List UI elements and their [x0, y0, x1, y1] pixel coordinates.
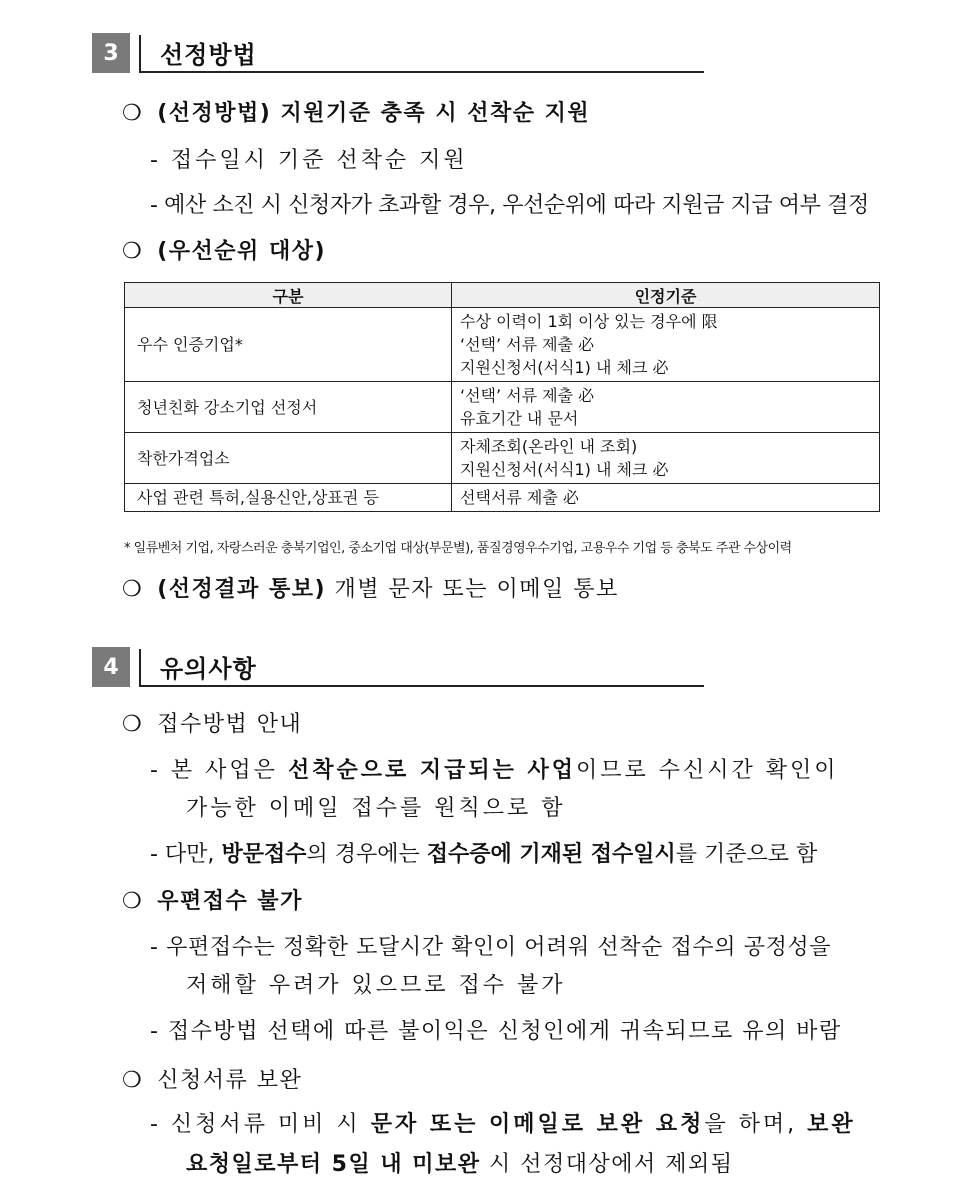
- section-4-header: [92, 647, 704, 687]
- table-row: [125, 308, 880, 382]
- table-cell-category: 청년친화 강소기업 선정서: [125, 382, 452, 433]
- text-part: - 신청서류 미비 시: [150, 1112, 371, 1137]
- section-number: 3: [92, 33, 130, 73]
- sub-item: - 접수일시 기준 선착순 지원: [150, 148, 468, 173]
- sub-item: - 접수방법 선택에 따른 불이익은 신청인에게 귀속되므로 유의 바람: [150, 1019, 842, 1044]
- header-underline: [139, 685, 704, 687]
- criteria-line: ‘선택’ 서류 제출 必: [460, 335, 595, 354]
- text-part: - 본 사업은: [150, 758, 288, 783]
- sub-item-continuation: 가능한 이메일 접수를 원칙으로 함: [186, 796, 566, 821]
- header-divider: [139, 35, 141, 71]
- emphasis-text: 선착순으로 지급되는 사업: [287, 758, 577, 783]
- table-row: [125, 433, 880, 484]
- priority-item: [122, 234, 326, 265]
- text-part: 시 선정대상에서 제외됨: [480, 1152, 734, 1177]
- text-part: 이므로 수신시간 확인이: [576, 758, 839, 783]
- sub-item: [150, 1107, 856, 1138]
- sub-item: - 우편접수는 정확한 도달시간 확인이 어려워 선착순 접수의 공정성을: [150, 935, 832, 960]
- criteria-line: 유효기간 내 문서: [460, 409, 579, 428]
- circle-bullet-icon: ❍: [122, 889, 144, 914]
- sub-item-continuation: [186, 1147, 734, 1178]
- postal-not-allowed-item: [122, 884, 303, 915]
- table-cell-criteria: [452, 382, 880, 433]
- emphasis-text: 보완: [807, 1112, 856, 1137]
- table-cell-criteria: [452, 308, 880, 382]
- section-number: 4: [92, 647, 130, 687]
- item-label: (선정방법) 지원기준 충족 시 선착순 지원: [157, 101, 591, 126]
- criteria-line: 지원신청서(서식1) 내 체크 必: [460, 460, 669, 479]
- priority-table: [124, 282, 880, 512]
- item-label: 우편접수 불가: [157, 889, 303, 914]
- table-row: [125, 382, 880, 433]
- circle-bullet-icon: ❍: [122, 1068, 144, 1093]
- table-header-row: [125, 283, 880, 308]
- item-label: (선정결과 통보): [157, 577, 327, 602]
- document-supplement-item: [122, 1063, 302, 1094]
- text-part: - 다만,: [150, 842, 222, 867]
- item-label: 접수방법 안내: [157, 712, 303, 737]
- selection-method-item: [122, 96, 590, 127]
- criteria-line: 자체조회(온라인 내 조회): [460, 437, 638, 456]
- table-cell-category: 우수 인증기업*: [125, 308, 452, 382]
- criteria-line: 수상 이력이 1회 이상 있는 경우에 限: [460, 312, 718, 331]
- table-header: 구분: [125, 283, 452, 308]
- item-text: 개별 문자 또는 이메일 통보: [326, 577, 619, 602]
- text-part: 을 하며,: [704, 1112, 808, 1137]
- circle-bullet-icon: ❍: [122, 239, 144, 264]
- table-row: [125, 484, 880, 512]
- table-cell-category: 사업 관련 특허,실용신안,상표권 등: [125, 484, 452, 512]
- emphasis-text: 방문접수: [221, 842, 307, 867]
- emphasis-text: 요청일로부터 5일 내 미보완: [186, 1152, 481, 1177]
- header-underline: [139, 71, 704, 73]
- circle-bullet-icon: ❍: [122, 712, 144, 737]
- section-3-header: [92, 33, 704, 73]
- criteria-line: 선택서류 제출 必: [460, 488, 579, 507]
- item-label: 신청서류 보완: [157, 1068, 303, 1093]
- sub-item: [150, 753, 839, 784]
- table-header: 인정기준: [452, 283, 880, 308]
- table-cell-criteria: [452, 433, 880, 484]
- section-title: 유의사항: [160, 655, 257, 683]
- submission-method-item: [122, 707, 302, 738]
- header-divider: [139, 649, 141, 685]
- emphasis-text: 문자 또는 이메일로 보완 요청: [370, 1112, 705, 1137]
- text-part: 를 기준으로 함: [675, 842, 818, 867]
- circle-bullet-icon: ❍: [122, 101, 144, 126]
- table-cell-criteria: [452, 484, 880, 512]
- sub-item: [150, 837, 817, 868]
- circle-bullet-icon: ❍: [122, 577, 144, 602]
- criteria-line: 지원신청서(서식1) 내 체크 必: [460, 358, 669, 377]
- criteria-line: ‘선택’ 서류 제출 必: [460, 386, 595, 405]
- result-notice-item: [122, 572, 619, 603]
- table-cell-category: 착한가격업소: [125, 433, 452, 484]
- text-part: 의 경우에는: [306, 842, 427, 867]
- item-label: (우선순위 대상): [157, 239, 327, 264]
- emphasis-text: 접수증에 기재된 접수일시: [426, 842, 676, 867]
- footnote: * 일류벤처 기업, 자랑스러운 충북기업인, 중소기업 대상(부문별), 품질경영우수기업, 고용우수 기업 등 충북도 주관 수상이력: [124, 541, 792, 556]
- sub-item-continuation: 저해할 우려가 있으므로 접수 불가: [186, 973, 566, 998]
- sub-item: - 예산 소진 시 신청자가 초과할 경우, 우선순위에 따라 지원금 지급 여부 결정: [150, 193, 869, 218]
- section-title: 선정방법: [160, 41, 257, 69]
